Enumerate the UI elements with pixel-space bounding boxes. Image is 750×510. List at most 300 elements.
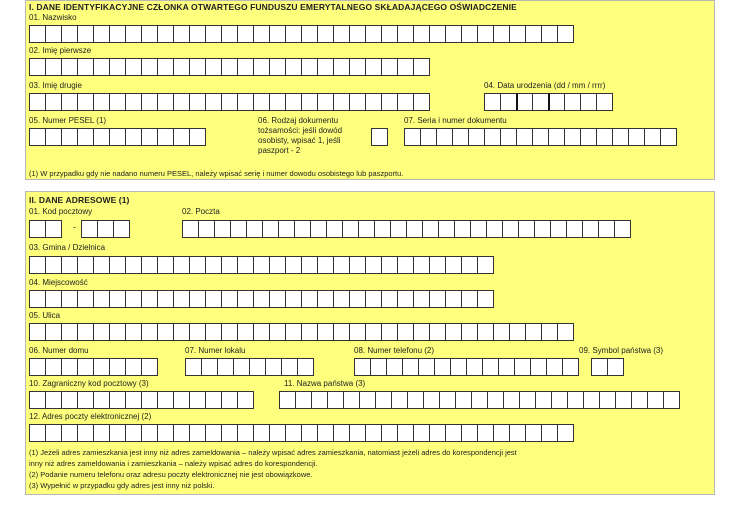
input-cell[interactable]: [532, 128, 549, 146]
input-cell[interactable]: [253, 323, 270, 341]
birth-date-boxes[interactable]: [484, 93, 613, 111]
input-cell[interactable]: [205, 58, 222, 76]
input-cell[interactable]: [484, 128, 501, 146]
input-cell[interactable]: [221, 323, 238, 341]
input-cell[interactable]: [493, 25, 510, 43]
input-cell[interactable]: [157, 290, 174, 308]
input-cell[interactable]: [477, 323, 494, 341]
input-cell[interactable]: [237, 424, 254, 442]
input-cell[interactable]: [407, 391, 424, 409]
input-cell[interactable]: [564, 128, 581, 146]
input-cell[interactable]: [317, 93, 334, 111]
input-cell[interactable]: [397, 58, 414, 76]
input-cell[interactable]: [45, 25, 62, 43]
input-cell[interactable]: [294, 220, 311, 238]
input-cell[interactable]: [77, 290, 94, 308]
pesel-boxes[interactable]: [29, 128, 206, 146]
input-cell[interactable]: [365, 58, 382, 76]
input-cell[interactable]: [548, 93, 565, 111]
input-cell[interactable]: [477, 25, 494, 43]
input-cell[interactable]: [397, 323, 414, 341]
input-cell[interactable]: [509, 424, 526, 442]
input-cell[interactable]: [109, 358, 126, 376]
input-cell[interactable]: [461, 424, 478, 442]
input-cell[interactable]: [397, 93, 414, 111]
input-cell[interactable]: [173, 323, 190, 341]
input-cell[interactable]: [612, 128, 629, 146]
input-cell[interactable]: [375, 391, 392, 409]
input-cell[interactable]: [265, 358, 282, 376]
input-cell[interactable]: [45, 323, 62, 341]
input-cell[interactable]: [445, 424, 462, 442]
input-cell[interactable]: [45, 358, 62, 376]
input-cell[interactable]: [317, 58, 334, 76]
input-cell[interactable]: [279, 391, 296, 409]
input-cell[interactable]: [342, 220, 359, 238]
input-cell[interactable]: [381, 290, 398, 308]
input-cell[interactable]: [61, 358, 78, 376]
input-cell[interactable]: [349, 256, 366, 274]
input-cell[interactable]: [109, 58, 126, 76]
input-cell[interactable]: [434, 358, 451, 376]
input-cell[interactable]: [365, 25, 382, 43]
input-cell[interactable]: [326, 220, 343, 238]
input-cell[interactable]: [214, 220, 231, 238]
input-cell[interactable]: [391, 391, 408, 409]
input-cell[interactable]: [454, 220, 471, 238]
input-cell[interactable]: [566, 220, 583, 238]
input-cell[interactable]: [109, 93, 126, 111]
input-cell[interactable]: [189, 93, 206, 111]
input-cell[interactable]: [297, 358, 314, 376]
input-cell[interactable]: [109, 290, 126, 308]
input-cell[interactable]: [157, 93, 174, 111]
apartment-number-boxes[interactable]: [185, 358, 314, 376]
input-cell[interactable]: [493, 323, 510, 341]
input-cell[interactable]: [333, 256, 350, 274]
input-cell[interactable]: [77, 93, 94, 111]
input-cell[interactable]: [109, 128, 126, 146]
input-cell[interactable]: [93, 256, 110, 274]
input-cell[interactable]: [29, 358, 46, 376]
input-cell[interactable]: [422, 220, 439, 238]
input-cell[interactable]: [301, 424, 318, 442]
input-cell[interactable]: [596, 128, 613, 146]
input-cell[interactable]: [269, 25, 286, 43]
input-cell[interactable]: [221, 25, 238, 43]
input-cell[interactable]: [628, 128, 645, 146]
input-cell[interactable]: [29, 58, 46, 76]
input-cell[interactable]: [343, 391, 360, 409]
input-cell[interactable]: [77, 58, 94, 76]
input-cell[interactable]: [205, 290, 222, 308]
input-cell[interactable]: [201, 358, 218, 376]
municipality-boxes[interactable]: [29, 256, 494, 274]
input-cell[interactable]: [109, 256, 126, 274]
input-cell[interactable]: [109, 424, 126, 442]
input-cell[interactable]: [317, 290, 334, 308]
input-cell[interactable]: [29, 220, 46, 238]
input-cell[interactable]: [221, 93, 238, 111]
input-cell[interactable]: [285, 93, 302, 111]
input-cell[interactable]: [185, 358, 202, 376]
input-cell[interactable]: [487, 391, 504, 409]
input-cell[interactable]: [205, 25, 222, 43]
input-cell[interactable]: [157, 128, 174, 146]
input-cell[interactable]: [253, 424, 270, 442]
input-cell[interactable]: [125, 93, 142, 111]
input-cell[interactable]: [189, 128, 206, 146]
input-cell[interactable]: [109, 25, 126, 43]
input-cell[interactable]: [173, 290, 190, 308]
input-cell[interactable]: [77, 424, 94, 442]
input-cell[interactable]: [327, 391, 344, 409]
input-cell[interactable]: [125, 256, 142, 274]
input-cell[interactable]: [525, 323, 542, 341]
input-cell[interactable]: [381, 323, 398, 341]
input-cell[interactable]: [269, 323, 286, 341]
input-cell[interactable]: [509, 323, 526, 341]
second-name-boxes[interactable]: [29, 93, 430, 111]
input-cell[interactable]: [317, 424, 334, 442]
input-cell[interactable]: [269, 256, 286, 274]
input-cell[interactable]: [301, 290, 318, 308]
input-cell[interactable]: [237, 323, 254, 341]
input-cell[interactable]: [470, 220, 487, 238]
input-cell[interactable]: [269, 58, 286, 76]
input-cell[interactable]: [77, 128, 94, 146]
input-cell[interactable]: [468, 128, 485, 146]
input-cell[interactable]: [493, 424, 510, 442]
input-cell[interactable]: [333, 58, 350, 76]
input-cell[interactable]: [413, 290, 430, 308]
input-cell[interactable]: [205, 391, 222, 409]
input-cell[interactable]: [109, 391, 126, 409]
email-boxes[interactable]: [29, 424, 574, 442]
input-cell[interactable]: [349, 58, 366, 76]
input-cell[interactable]: [477, 290, 494, 308]
input-cell[interactable]: [125, 323, 142, 341]
input-cell[interactable]: [455, 391, 472, 409]
input-cell[interactable]: [141, 58, 158, 76]
input-cell[interactable]: [596, 93, 613, 111]
input-cell[interactable]: [237, 290, 254, 308]
input-cell[interactable]: [397, 25, 414, 43]
input-cell[interactable]: [333, 25, 350, 43]
input-cell[interactable]: [562, 358, 579, 376]
input-cell[interactable]: [644, 128, 661, 146]
input-cell[interactable]: [525, 424, 542, 442]
input-cell[interactable]: [173, 58, 190, 76]
input-cell[interactable]: [269, 93, 286, 111]
input-cell[interactable]: [301, 58, 318, 76]
input-cell[interactable]: [532, 93, 549, 111]
input-cell[interactable]: [420, 128, 437, 146]
input-cell[interactable]: [349, 93, 366, 111]
input-cell[interactable]: [450, 358, 467, 376]
input-cell[interactable]: [189, 391, 206, 409]
input-cell[interactable]: [285, 290, 302, 308]
input-cell[interactable]: [217, 358, 234, 376]
input-cell[interactable]: [45, 220, 62, 238]
document-number-boxes[interactable]: [404, 128, 677, 146]
input-cell[interactable]: [61, 58, 78, 76]
input-cell[interactable]: [614, 220, 631, 238]
input-cell[interactable]: [534, 220, 551, 238]
input-cell[interactable]: [402, 358, 419, 376]
input-cell[interactable]: [253, 93, 270, 111]
input-cell[interactable]: [77, 391, 94, 409]
input-cell[interactable]: [205, 424, 222, 442]
input-cell[interactable]: [365, 290, 382, 308]
input-cell[interactable]: [141, 290, 158, 308]
input-cell[interactable]: [461, 323, 478, 341]
input-cell[interactable]: [281, 358, 298, 376]
input-cell[interactable]: [471, 391, 488, 409]
phone-number-boxes[interactable]: [354, 358, 579, 376]
input-cell[interactable]: [418, 358, 435, 376]
input-cell[interactable]: [310, 220, 327, 238]
city-boxes[interactable]: [29, 290, 494, 308]
input-cell[interactable]: [477, 424, 494, 442]
input-cell[interactable]: [301, 93, 318, 111]
input-cell[interactable]: [45, 391, 62, 409]
input-cell[interactable]: [317, 25, 334, 43]
input-cell[interactable]: [61, 25, 78, 43]
input-cell[interactable]: [97, 220, 114, 238]
input-cell[interactable]: [390, 220, 407, 238]
input-cell[interactable]: [285, 424, 302, 442]
input-cell[interactable]: [113, 220, 130, 238]
input-cell[interactable]: [498, 358, 515, 376]
input-cell[interactable]: [93, 128, 110, 146]
input-cell[interactable]: [189, 424, 206, 442]
input-cell[interactable]: [452, 128, 469, 146]
input-cell[interactable]: [189, 256, 206, 274]
input-cell[interactable]: [29, 25, 46, 43]
input-cell[interactable]: [503, 391, 520, 409]
input-cell[interactable]: [157, 256, 174, 274]
input-cell[interactable]: [660, 128, 677, 146]
input-cell[interactable]: [189, 25, 206, 43]
document-type-box[interactable]: [371, 128, 388, 146]
input-cell[interactable]: [461, 256, 478, 274]
input-cell[interactable]: [436, 128, 453, 146]
input-cell[interactable]: [141, 358, 158, 376]
input-cell[interactable]: [525, 25, 542, 43]
input-cell[interactable]: [370, 358, 387, 376]
first-name-boxes[interactable]: [29, 58, 430, 76]
input-cell[interactable]: [354, 358, 371, 376]
input-cell[interactable]: [93, 323, 110, 341]
input-cell[interactable]: [125, 424, 142, 442]
input-cell[interactable]: [381, 58, 398, 76]
input-cell[interactable]: [77, 358, 94, 376]
input-cell[interactable]: [205, 323, 222, 341]
input-cell[interactable]: [29, 391, 46, 409]
input-cell[interactable]: [157, 424, 174, 442]
input-cell[interactable]: [221, 424, 238, 442]
input-cell[interactable]: [365, 256, 382, 274]
input-cell[interactable]: [173, 424, 190, 442]
input-cell[interactable]: [269, 290, 286, 308]
input-cell[interactable]: [285, 25, 302, 43]
input-cell[interactable]: [381, 25, 398, 43]
input-cell[interactable]: [519, 391, 536, 409]
input-cell[interactable]: [205, 256, 222, 274]
input-cell[interactable]: [262, 220, 279, 238]
input-cell[interactable]: [125, 58, 142, 76]
input-cell[interactable]: [221, 256, 238, 274]
input-cell[interactable]: [598, 220, 615, 238]
input-cell[interactable]: [77, 256, 94, 274]
input-cell[interactable]: [541, 424, 558, 442]
input-cell[interactable]: [29, 256, 46, 274]
input-cell[interactable]: [237, 256, 254, 274]
input-cell[interactable]: [93, 391, 110, 409]
input-cell[interactable]: [157, 323, 174, 341]
input-cell[interactable]: [500, 128, 517, 146]
input-cell[interactable]: [61, 93, 78, 111]
input-cell[interactable]: [381, 424, 398, 442]
input-cell[interactable]: [237, 25, 254, 43]
input-cell[interactable]: [141, 128, 158, 146]
input-cell[interactable]: [583, 391, 600, 409]
input-cell[interactable]: [93, 358, 110, 376]
input-cell[interactable]: [253, 58, 270, 76]
input-cell[interactable]: [663, 391, 680, 409]
input-cell[interactable]: [466, 358, 483, 376]
input-cell[interactable]: [404, 128, 421, 146]
input-cell[interactable]: [406, 220, 423, 238]
input-cell[interactable]: [349, 290, 366, 308]
input-cell[interactable]: [157, 25, 174, 43]
input-cell[interactable]: [631, 391, 648, 409]
surname-boxes[interactable]: [29, 25, 574, 43]
input-cell[interactable]: [198, 220, 215, 238]
input-cell[interactable]: [516, 128, 533, 146]
input-cell[interactable]: [285, 256, 302, 274]
input-cell[interactable]: [371, 128, 388, 146]
input-cell[interactable]: [615, 391, 632, 409]
input-cell[interactable]: [381, 256, 398, 274]
input-cell[interactable]: [551, 391, 568, 409]
input-cell[interactable]: [397, 424, 414, 442]
input-cell[interactable]: [530, 358, 547, 376]
input-cell[interactable]: [429, 323, 446, 341]
input-cell[interactable]: [141, 424, 158, 442]
input-cell[interactable]: [221, 391, 238, 409]
input-cell[interactable]: [518, 220, 535, 238]
input-cell[interactable]: [141, 25, 158, 43]
input-cell[interactable]: [230, 220, 247, 238]
input-cell[interactable]: [413, 256, 430, 274]
country-name-boxes[interactable]: [279, 391, 680, 409]
input-cell[interactable]: [221, 290, 238, 308]
post-office-boxes[interactable]: [182, 220, 631, 238]
input-cell[interactable]: [125, 128, 142, 146]
input-cell[interactable]: [580, 128, 597, 146]
input-cell[interactable]: [477, 256, 494, 274]
street-boxes[interactable]: [29, 323, 574, 341]
input-cell[interactable]: [249, 358, 266, 376]
input-cell[interactable]: [125, 358, 142, 376]
input-cell[interactable]: [269, 424, 286, 442]
input-cell[interactable]: [509, 25, 526, 43]
input-cell[interactable]: [333, 424, 350, 442]
input-cell[interactable]: [93, 58, 110, 76]
input-cell[interactable]: [541, 25, 558, 43]
input-cell[interactable]: [349, 323, 366, 341]
input-cell[interactable]: [173, 256, 190, 274]
input-cell[interactable]: [93, 93, 110, 111]
input-cell[interactable]: [445, 256, 462, 274]
input-cell[interactable]: [173, 25, 190, 43]
input-cell[interactable]: [502, 220, 519, 238]
input-cell[interactable]: [429, 424, 446, 442]
input-cell[interactable]: [439, 391, 456, 409]
input-cell[interactable]: [591, 358, 608, 376]
input-cell[interactable]: [445, 290, 462, 308]
input-cell[interactable]: [486, 220, 503, 238]
input-cell[interactable]: [413, 323, 430, 341]
input-cell[interactable]: [365, 93, 382, 111]
input-cell[interactable]: [61, 323, 78, 341]
input-cell[interactable]: [317, 323, 334, 341]
input-cell[interactable]: [461, 25, 478, 43]
input-cell[interactable]: [237, 93, 254, 111]
input-cell[interactable]: [301, 25, 318, 43]
input-cell[interactable]: [535, 391, 552, 409]
input-cell[interactable]: [374, 220, 391, 238]
input-cell[interactable]: [173, 128, 190, 146]
input-cell[interactable]: [349, 424, 366, 442]
input-cell[interactable]: [557, 25, 574, 43]
input-cell[interactable]: [484, 93, 501, 111]
input-cell[interactable]: [125, 290, 142, 308]
input-cell[interactable]: [285, 323, 302, 341]
input-cell[interactable]: [301, 256, 318, 274]
input-cell[interactable]: [182, 220, 199, 238]
input-cell[interactable]: [45, 256, 62, 274]
input-cell[interactable]: [61, 391, 78, 409]
input-cell[interactable]: [109, 323, 126, 341]
input-cell[interactable]: [333, 323, 350, 341]
input-cell[interactable]: [295, 391, 312, 409]
input-cell[interactable]: [253, 290, 270, 308]
input-cell[interactable]: [77, 25, 94, 43]
input-cell[interactable]: [221, 58, 238, 76]
input-cell[interactable]: [253, 25, 270, 43]
input-cell[interactable]: [45, 424, 62, 442]
postal-code-boxes-b[interactable]: [81, 220, 130, 238]
input-cell[interactable]: [61, 128, 78, 146]
input-cell[interactable]: [45, 290, 62, 308]
input-cell[interactable]: [189, 58, 206, 76]
input-cell[interactable]: [77, 323, 94, 341]
input-cell[interactable]: [141, 323, 158, 341]
input-cell[interactable]: [29, 93, 46, 111]
input-cell[interactable]: [278, 220, 295, 238]
input-cell[interactable]: [125, 25, 142, 43]
input-cell[interactable]: [61, 290, 78, 308]
input-cell[interactable]: [141, 391, 158, 409]
input-cell[interactable]: [173, 391, 190, 409]
input-cell[interactable]: [189, 290, 206, 308]
input-cell[interactable]: [423, 391, 440, 409]
input-cell[interactable]: [365, 424, 382, 442]
input-cell[interactable]: [246, 220, 263, 238]
